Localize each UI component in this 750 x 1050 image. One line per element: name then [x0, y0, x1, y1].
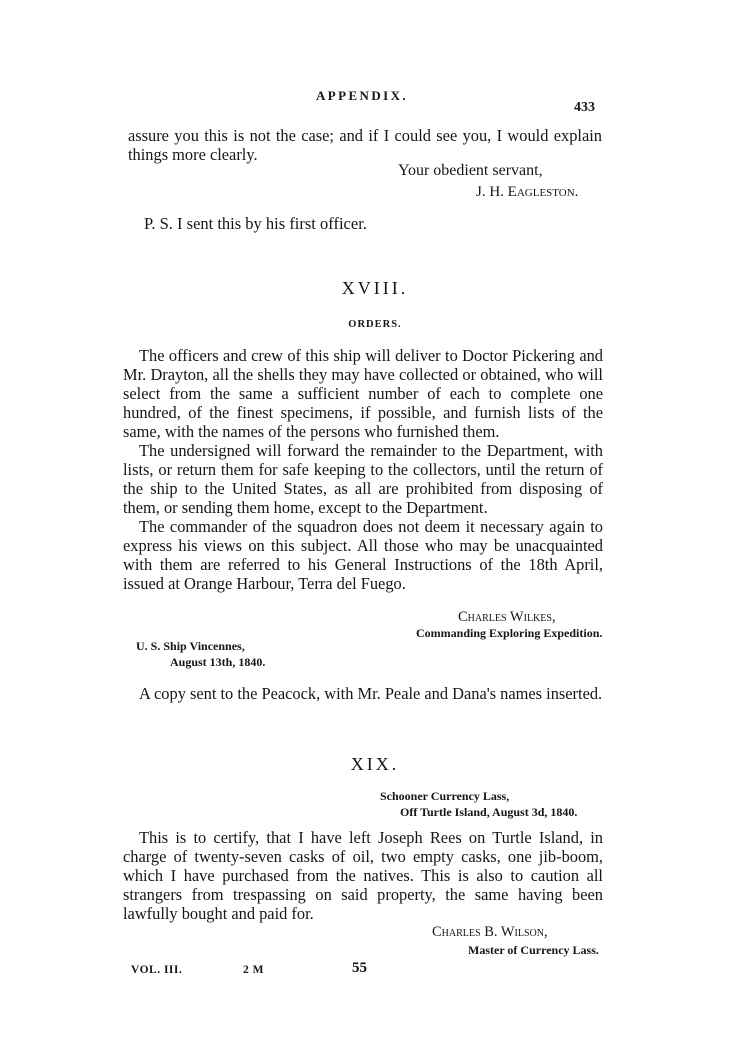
running-head: APPENDIX. [316, 88, 409, 103]
section-19-signature-title: Master of Currency Lass. [468, 943, 599, 957]
section-19-signature-name: Charles B. Wilson, [432, 924, 548, 940]
section-18-title: ORDERS. [348, 319, 402, 330]
footer-sheet-number: 55 [352, 960, 367, 976]
section-18-note: A copy sent to the Peacock, with Mr. Peale and Dana's names inserted. [139, 684, 603, 703]
letter-continuation: assure you this is not the case; and if I could see you, I would explain things more clearly. [128, 126, 602, 164]
section-18-place: U. S. Ship Vincennes, [136, 639, 245, 653]
section-18-number: XVIII. [341, 278, 409, 298]
section-19-dateline-2: Off Turtle Island, August 3d, 1840. [400, 805, 578, 819]
section-19-paragraph: This is to certify, that I have left Joseph Rees on Turtle Island, in charge of twenty-seven casks of oil, two empty casks, one jib-boom, which I have purchased from the natives. This is also to caution all strangers from trespassing on said property, the same having been lawfully bought and paid for. [123, 828, 603, 923]
letter-closing: Your obedient servant, [398, 162, 543, 179]
section-18-signature-name: Charles Wilkes, [458, 609, 556, 625]
page-number: 433 [574, 100, 595, 115]
footer-signature-mark: 2 M [243, 964, 264, 976]
section-19-number: XIX. [350, 754, 400, 774]
section-18-paragraph-1: The officers and crew of this ship will deliver to Doctor Pickering and Mr. Drayton, all the shells they may have collected or obtained, who will select from the same a sufficient number of each to complete one hundred, of the finest specimens, if possible, and furnish lists of the same, with the names of the persons who furnished them. [123, 346, 603, 441]
letter-postscript: P. S. I sent this by his first officer. [144, 214, 367, 233]
section-18-body [123, 346, 603, 593]
section-18-signature-title: Commanding Exploring Expedition. [416, 626, 603, 640]
section-18-date: August 13th, 1840. [170, 655, 266, 669]
letter-signature: J. H. Eagleston. [476, 184, 579, 200]
section-19-dateline-1: Schooner Currency Lass, [380, 789, 510, 803]
section-18-paragraph-2: The undersigned will forward the remainder to the Department, with lists, or return them for safe keeping to the collectors, until the return of the ship to the United States, as all are prohibited from disposing of them, or sending them home, except to the Department. [123, 441, 603, 517]
section-18-paragraph-3: The commander of the squadron does not deem it necessary again to express his views on this subject. All those who may be unacquainted with them are referred to his General Instructions of the 18th April, issued at Orange Harbour, Terra del Fuego. [123, 517, 603, 593]
footer-volume: VOL. III. [131, 964, 183, 976]
page-header [0, 88, 750, 115]
